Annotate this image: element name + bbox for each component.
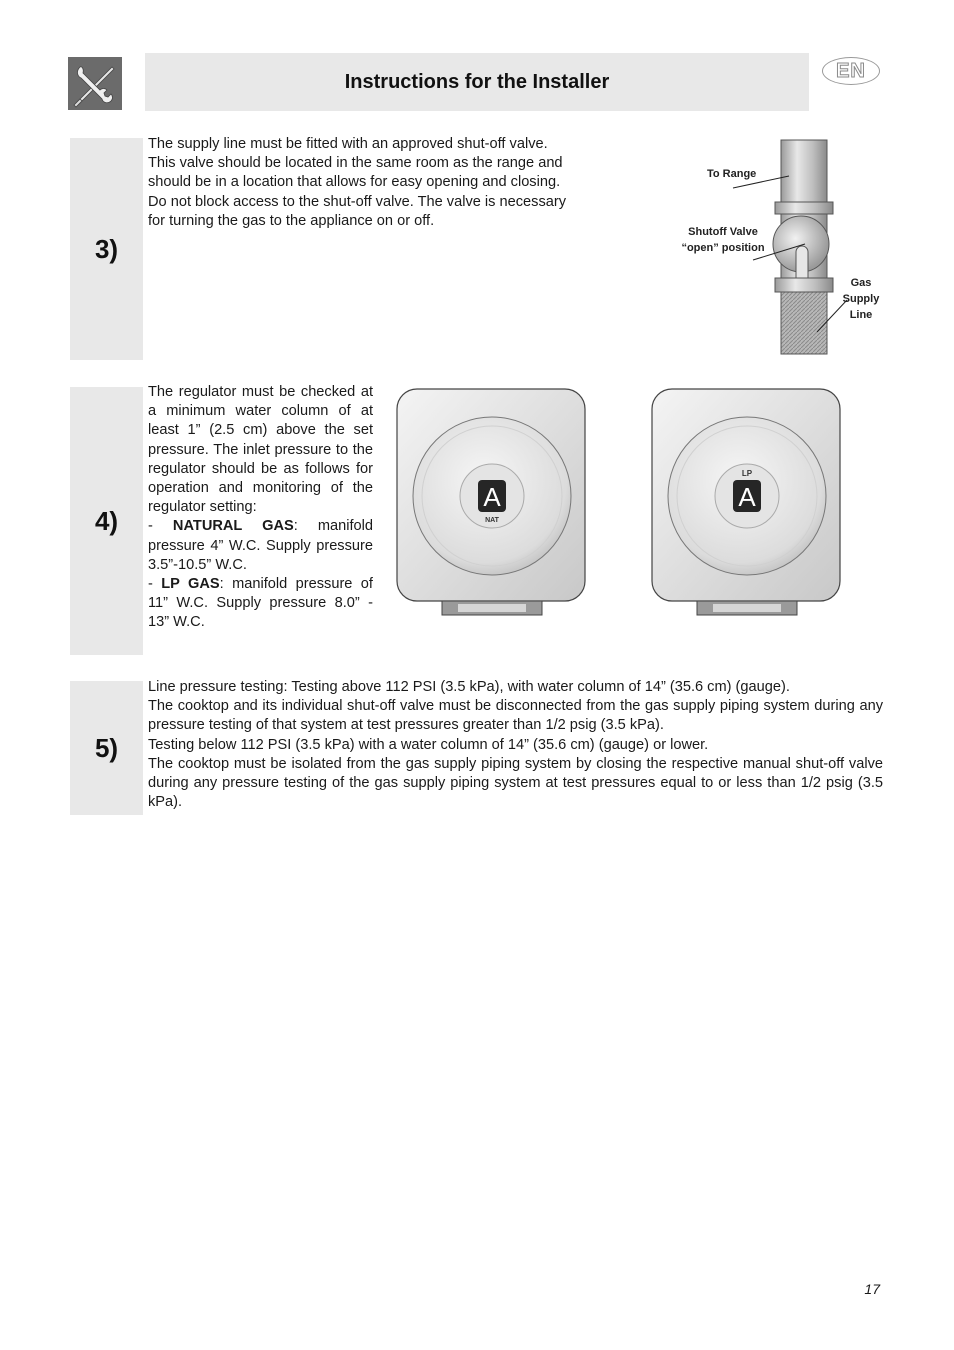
label-to-range: To Range <box>707 168 757 180</box>
page-number: 17 <box>864 1281 880 1297</box>
step-5-text <box>148 678 883 812</box>
step-number-5: 5) <box>70 681 143 815</box>
step-4-text <box>148 383 373 633</box>
step-3-line: Do not block access to the shut-off valve. The valve is necessary <box>148 193 567 210</box>
tools-icon <box>68 57 122 110</box>
header-bar <box>145 53 809 111</box>
label-gas: Gas <box>850 277 872 289</box>
step-number-3: 3) <box>70 138 143 360</box>
page-title: Instructions for the Installer <box>344 70 610 93</box>
label-supply: Supply <box>842 293 880 305</box>
label-line: Line <box>849 309 873 321</box>
natural-gas-label: NATURAL GAS <box>172 518 294 535</box>
regulator-letter: A <box>738 482 756 512</box>
step-5-paragraph: The cooktop must be isolated from the gas supply piping system by closing the respective manual shut-off valve during any pressure testing of the gas supply piping system at test pressures equal to or less than 1/2 psig (3.5 kPa). <box>148 755 883 811</box>
step-3-line: The supply line must be fitted with an approved shut-off valve. <box>148 136 548 152</box>
step-3-line: This valve should be located in the same room as the range and <box>148 155 563 172</box>
step-4-intro: The regulator must be checked at a minimum water column of at least 1” (2.5 cm) above the set pressure. The inlet pressure to the regulator should be as follows for operation and monitoring of the regulator setting: <box>148 384 373 516</box>
lp-gas-line: - LP GAS: manifold pressure of 11” W.C. Supply pressure 8.0” - 13” W.C. <box>148 576 373 631</box>
regulator-letter: A <box>483 482 501 512</box>
natural-gas-line: - NATURAL GAS: manifold pressure 4” W.C. Supply pressure 3.5”-10.5” W.C. <box>148 518 373 573</box>
step-number-4: 4) <box>70 387 143 655</box>
language-badge: EN <box>822 57 880 85</box>
step-5-paragraph: Testing below 112 PSI (3.5 kPa) with a water column of 14” (35.6 cm) (gauge) or lower. <box>148 736 709 753</box>
label-open-position: “open” position <box>681 242 765 254</box>
step-3-line: for turning the gas to the appliance on or off. <box>148 212 435 229</box>
label-shutoff-valve: Shutoff Valve <box>688 226 758 238</box>
lp-gas-label: LP GAS <box>161 576 220 593</box>
regulator-marking: LP <box>741 469 753 478</box>
regulator-lp-image <box>649 386 845 623</box>
regulator-nat-image <box>394 386 590 623</box>
step-3-text <box>148 135 628 231</box>
regulator-marking: NAT <box>485 517 499 524</box>
step-5-paragraph: Line pressure testing: Testing above 112 PSI (3.5 kPa), with water column of 14” (35.6 cm) (gauge). <box>148 679 790 695</box>
step-5-paragraph: The cooktop and its individual shut-off valve must be disconnected from the gas supply piping system during any pressure testing of that system at test pressures greater than 1/2 psig (3.5 kPa). <box>148 698 883 734</box>
shutoff-valve-diagram <box>665 136 895 363</box>
step-3-line: should be in a location that allows for easy opening and closing. <box>148 174 561 191</box>
